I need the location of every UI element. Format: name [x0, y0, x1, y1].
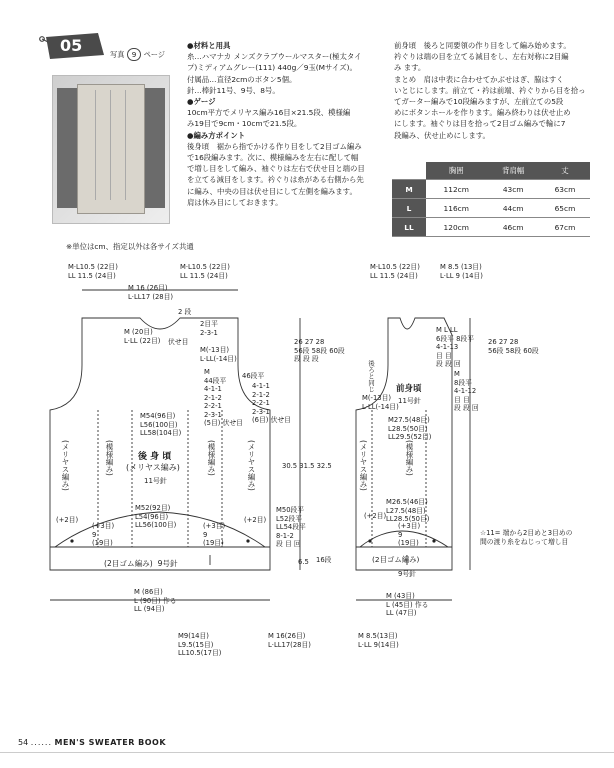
front-neck: M 8.5 (13目) L·LL 9 (14目) [440, 263, 483, 280]
back-subtitle: (メリヤス編み) [126, 463, 180, 472]
points-line: 肩は休み目にしておきます。 [187, 197, 283, 207]
table-row: L 116cm 44cm 65cm [392, 199, 590, 218]
points-line: で増し目をして編み、袖ぐりは左右で伏せ目と端の目 [187, 164, 365, 174]
back-shoulder-right: M·L10.5 (22目) LL 11.5 (24目) [180, 263, 230, 280]
back-rib-height: 6.5 [298, 558, 309, 566]
back-side-rows: M50段平 L52段平 LL54段平 8-1-2 段 目 回 [276, 506, 306, 548]
back-width: M54(96目) L56(100目) LL58(104目) [140, 412, 182, 437]
points-line: で16段編みます。次に、模様編みを左右に配して幅 [187, 153, 359, 163]
book-title: MEN'S SWEATER BOOK [54, 738, 167, 747]
table-row: LL 120cm 46cm 67cm [392, 218, 590, 237]
front-rib-label: (2目ゴム編み) [372, 555, 420, 564]
back-moyou-right: (模様編み) [207, 440, 216, 476]
page-footer: 54 ...... MEN'S SWEATER BOOK [18, 738, 167, 747]
bottom-rule [0, 752, 614, 753]
back-neck-bindoff: M (20目) L·LL (22目) [124, 328, 161, 345]
back-shoulder-left: M·L10.5 (22目) LL 11.5 (24目) [68, 263, 118, 280]
back-armhole-rows: 46段平 [242, 372, 265, 380]
front-moyou: (模様編み) [405, 440, 414, 476]
header-length: 丈 [540, 162, 590, 180]
photo-reference: 写真 9 ページ [110, 48, 165, 61]
back-height: 30.5 31.5 32.5 [282, 462, 332, 470]
front-instructions: 前身頃 後ろと同要領の作り目をして編み始めます。 衿ぐりは端の目を立てる減目をし、左右対称に2目編 み ます。 まとめ 肩は中表に合わせてかぶせはぎ、脇はすく いとじにします。前立て・衿は前端、衿ぐりから目を拾っ てガーター編みで10段編みますが、左前立ての5段 めにボタンホールを作ります。編み終わりは伏せ止め にします。袖ぐりは目を拾って2目ゴム編みで輪に7 段編み、伏せ止めにします。 [394, 41, 586, 140]
back-neck-decrease: 2目平 2-3-1 [200, 320, 218, 337]
back-inc-right: (+3目) 9 (19目) [203, 522, 226, 547]
back-title: 後 身 頃 [138, 452, 172, 462]
front-gusset-note: 後ろと同じ [367, 360, 375, 393]
back-needle: 11号針 [144, 477, 167, 485]
back-armhole-heights: 26 27 28 56段 58段 60段 段 段 段 [294, 338, 345, 363]
header-shoulder: 背肩幅 [486, 162, 539, 180]
points-line: 後身頃 裾から指でかける作り目をして2目ゴム編み [187, 141, 362, 151]
back-armhole-decrease: M(-13目) L·LL(-14目) [200, 346, 237, 363]
front-inc: (+2目) [364, 512, 387, 520]
points-line: に編み、中央の目は伏せ目にして左側を編みます。 [187, 186, 357, 196]
front-width: M27.5(48目) L28.5(50目) LL29.5(52目) [388, 416, 432, 441]
materials-line: 付属品…直径2cmのボタン5個。 [187, 74, 297, 84]
back-rib-rows: 16段 [316, 556, 332, 564]
points-line: を立てる減目をします。衿ぐりは糸がある右側から先 [187, 175, 364, 185]
back-meriyasu-left: (メリヤス編み) [61, 440, 70, 491]
front-neck-rows: M L LL 6段平 8段平 4-1-13 目 目 段 段 回 [436, 326, 474, 368]
materials-line: 針…棒針11号、9号、8号。 [187, 85, 280, 95]
front-bottom-width: M (43目) L (45目) 作る LL (47目) [386, 592, 429, 617]
gauge-heading: ●ゲージ [187, 97, 216, 107]
back-inc-left: (+3目) 9 (19目) [92, 522, 115, 547]
photo-ref-number: 9 [127, 48, 142, 61]
front-inc-pattern: (+3目) 9 (19目) [398, 522, 421, 547]
materials-line: 糸…ハマナカ メンズクラブウールマスター(極太タイ [187, 52, 362, 62]
page-number: 54 [18, 738, 29, 747]
front-rib-needle: 9号針 [398, 570, 416, 578]
materials-line: プ)ミディアムグレー(111) 440g／9玉(Mサイズ)。 [187, 63, 357, 73]
back-body-outline [50, 318, 270, 570]
back-armhole-sequence-right: 4-1-1 2-1-2 2-2-1 2-3-1 (6目) 伏せ目 [252, 382, 291, 424]
front-armhole-decrease: M(-13目) L·LL(-14目) [362, 394, 399, 411]
points-heading: ●編み方ポイント [187, 130, 246, 140]
front-title: 前身頃 [396, 384, 422, 394]
unit-note: ※単位はcm、指定以外は各サイズ共通 [66, 242, 194, 251]
back-meriyasu-right: (メリヤス編み) [247, 440, 256, 491]
back-moyou-left: (模様編み) [105, 440, 114, 476]
back-lower-width: M52(92目) L54(96目) LL56(100目) [135, 504, 177, 529]
front-lower-width: M26.5(46目) L27.5(48目) LL28.5(50目) [386, 498, 430, 523]
table-row: M 112cm 43cm 63cm [392, 180, 590, 199]
front-armhole-heights: 26 27 28 56段 58段 60段 [488, 338, 539, 355]
back-neck-bindoff-label: 伏せ目 [168, 338, 189, 346]
materials-heading: ●材料と用具 [187, 41, 231, 50]
back-rib-label: (2目ゴム編み) 9号針 [104, 559, 178, 568]
back-mark-sizes: M9(14目) L9.5(15目) LL10.5(17目) [178, 632, 222, 657]
back-bottom-width: M (86目) L (90目) 作る LL (94目) [134, 588, 177, 613]
front-mark-sizes: M 8.5(13目) L·LL 9(14目) [358, 632, 399, 649]
back-inc-right2: (+2目) [244, 516, 267, 524]
pattern-number: 05 [60, 36, 83, 55]
back-neck-width: M 16 (26目) L·LL17 (28目) [128, 284, 174, 301]
buttonhole-note: ☆11= 端から2目めと3目めの 間の渡り糸をねじって増し目 [480, 529, 573, 546]
front-needle: 11号針 [398, 397, 421, 405]
back-armhole-sequence-left: M 44段平 4-1-1 2-1-2 2-2-1 2-3-1 (5目) 伏せ目 [204, 368, 243, 427]
back-center-sizes: M 16(26目) L·LL17(28目) [268, 632, 311, 649]
gauge-line: み19目で9cm・10cmで21.5段。 [187, 119, 302, 129]
header-chest: 胸囲 [426, 162, 486, 180]
back-inc-left2: (+2目) [56, 516, 79, 524]
front-meriyasu: (メリヤス編み) [359, 440, 368, 491]
back-neck-rows: 2 段 [178, 308, 192, 316]
front-shoulder: M·L10.5 (22目) LL 11.5 (24目) [370, 263, 420, 280]
gauge-line: 10cm平方でメリヤス編み16目×21.5段、模様編 [187, 108, 351, 118]
front-neck-rows-m: M 8段平 4-1-12 目 目 段 段 回 [454, 370, 479, 412]
